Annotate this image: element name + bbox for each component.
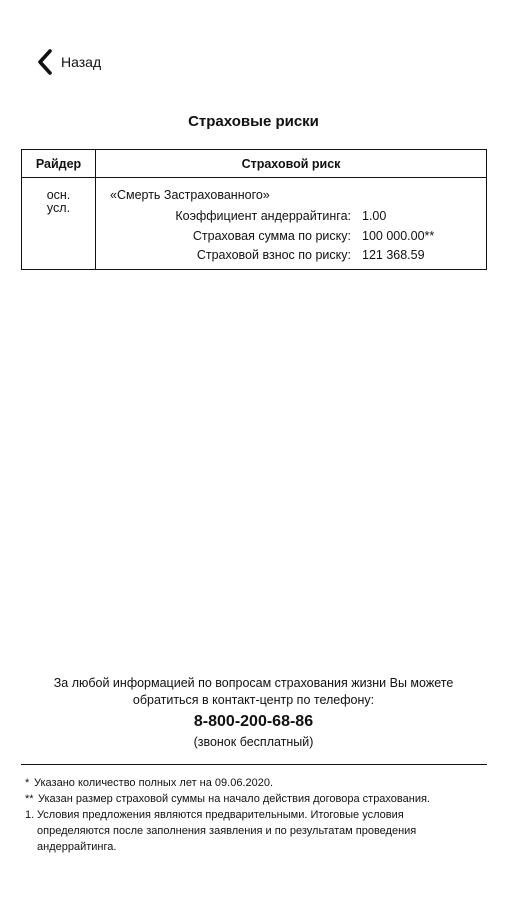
footnote-mark: 1. <box>25 809 35 821</box>
back-button[interactable] <box>36 44 101 80</box>
back-label: Назад <box>61 54 102 70</box>
footnote-text: Указан размер страховой суммы на начало действия договора страхования. <box>38 793 430 805</box>
table-row <box>22 178 487 270</box>
detail-label: Страховая сумма по риску: <box>192 228 351 243</box>
footnote-mark: * <box>25 777 30 789</box>
footnote-text: Указано количество полных лет на 09.06.2020. <box>34 777 274 789</box>
contact-block <box>0 675 507 751</box>
detail-label: Страховой взнос по риску: <box>196 248 351 262</box>
detail-value: 1.00 <box>362 209 387 223</box>
detail-label: Коэффициент андеррайтинга: <box>175 209 351 223</box>
footnote <box>25 807 475 855</box>
rider-line: осн. <box>46 188 71 202</box>
sum-insured-row <box>110 227 486 247</box>
chevron-left-icon <box>36 48 54 76</box>
footnote-text: Условия предложения являются предварительными. Итоговые условия определяются после заполнения заявления и по результатам проведения андеррайтинга. <box>37 809 417 853</box>
risk-name: «Смерть Застрахованного» <box>110 188 270 202</box>
premium-row <box>110 246 486 266</box>
risk-cell <box>96 178 487 270</box>
detail-value: 121 368.59 <box>362 248 425 262</box>
table-header-row <box>22 150 487 178</box>
underwriting-coefficient-row <box>110 207 486 227</box>
insurance-risks-table <box>21 149 487 270</box>
footnote <box>25 775 475 791</box>
contact-note: (звонок бесплатный) <box>193 735 314 749</box>
contact-text: За любой информацией по вопросам страхования жизни Вы можете обратиться в контакт-центр по телефону: <box>53 676 454 707</box>
column-header-risk: Страховой риск <box>96 150 487 178</box>
column-header-rider: Райдер <box>22 150 96 178</box>
footnote-mark: ** <box>25 793 34 805</box>
footnote <box>25 791 475 807</box>
rider-line: усл. <box>46 201 71 215</box>
detail-value: 100 000.00** <box>362 228 435 243</box>
footer-divider <box>21 764 487 765</box>
rider-cell <box>22 178 96 270</box>
page-title: Страховые риски <box>188 113 319 130</box>
contact-phone[interactable]: 8-800-200-68-86 <box>193 713 314 730</box>
footnotes <box>25 775 475 855</box>
